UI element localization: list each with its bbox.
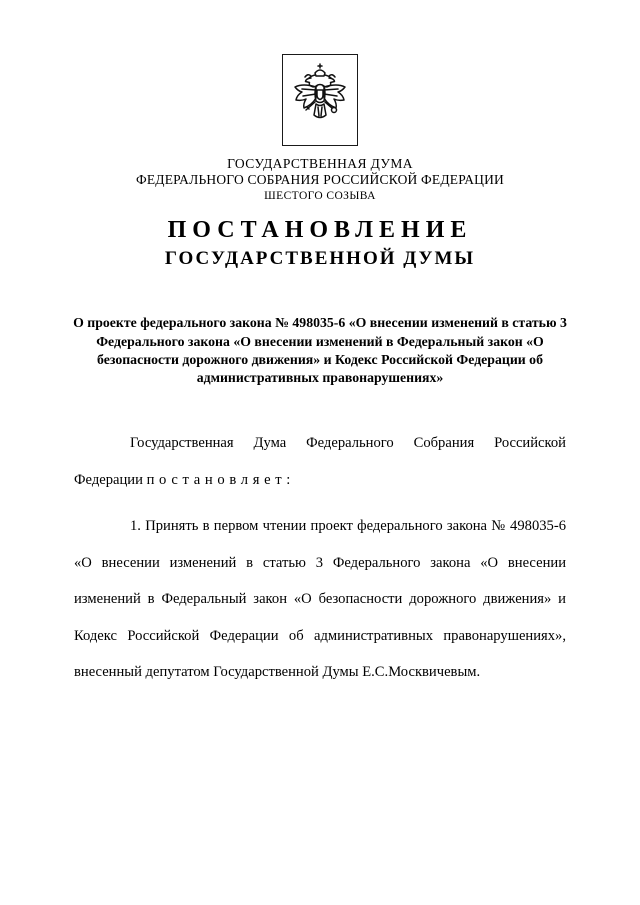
- decree-word: постановляет:: [146, 471, 296, 488]
- org-name-line3: ШЕСТОГО СОЗЫВА: [264, 189, 376, 202]
- document-type-title: ПОСТАНОВЛЕНИЕ: [167, 217, 473, 244]
- letterhead: [0, 156, 640, 203]
- resolution-paragraph: [74, 425, 566, 498]
- document-body: [74, 425, 566, 690]
- document-org-title: ГОСУДАРСТВЕННОЙ ДУМЫ: [164, 248, 476, 270]
- coat-of-arms-box: [282, 54, 358, 146]
- org-name-line2: ФЕДЕРАЛЬНОГО СОБРАНИЯ РОССИЙСКОЙ ФЕДЕРАЦИИ: [136, 171, 504, 187]
- resolution-text: Государственная Дума Федерального Собрания Российской Федерации: [74, 435, 566, 488]
- org-name-line1: ГОСУДАРСТВЕННАЯ ДУМА: [227, 156, 413, 171]
- double-headed-eagle-icon: [290, 61, 350, 139]
- item-1-paragraph: 1. Принять в первом чтении проект федерального закона № 498035-6 «О внесении изменений в статью 3 Федерального закона «О внесении изменений в Федеральный закон «О безопасности дорожного движения» и Кодекс Российской Федерации об административных правонарушениях», внесенный депутатом Государственной Думы Е.С.Москвичевым.: [74, 518, 566, 681]
- subject-paragraph: О проекте федерального закона № 498035-6 «О внесении изменений в статью 3 Федерального закона «О внесении изменений в Федеральный закон «О безопасности дорожного движения» и Кодекс Российской Федерации об административных правонарушениях»: [73, 315, 567, 386]
